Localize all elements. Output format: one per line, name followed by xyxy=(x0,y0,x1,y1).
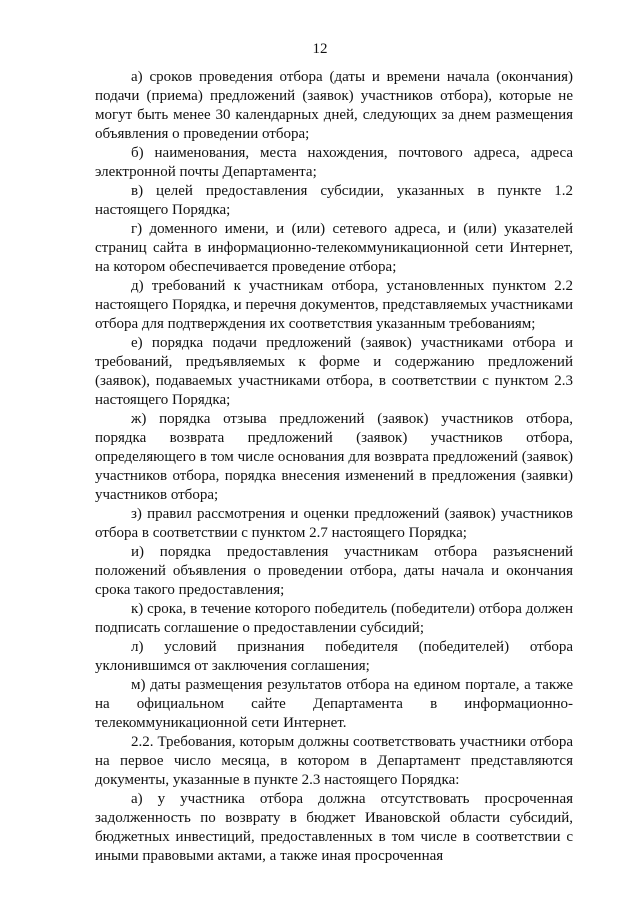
paragraph-g-domain-name: г) доменного имени, и (или) сетевого адреса, и (или) указателей страниц сайта в информационно-телекоммуникационной сети Интернет, на котором обеспечивается проведение отбора; xyxy=(95,221,573,275)
paragraph-k-signing-deadline: к) срока, в течение которого победитель (победители) отбора должен подписать соглашение о предоставлении субсидий; xyxy=(95,601,573,636)
paragraph-d-participant-requirements: д) требований к участникам отбора, установленных пунктом 2.2 настоящего Порядка, и перечня документов, представляемых участниками отбора для подтверждения их соответствия указанным требованиям; xyxy=(95,278,573,332)
paragraph-zh-withdrawal-procedure: ж) порядка отзыва предложений (заявок) участников отбора, порядка возврата предложений (заявок) участников отбора, определяющего в том числе основания для возврата предложений (заявок) участников отбора, порядка внесения изменений в предложения (заявки) участников отбора; xyxy=(95,411,573,503)
paragraph-2-2-requirements: 2.2. Требования, которым должны соответствовать участники отбора на первое число месяца, в котором в Департамент представляются документы, указанные в пункте 2.3 настоящего Порядка: xyxy=(95,734,573,788)
paragraph-z-evaluation-rules: з) правил рассмотрения и оценки предложений (заявок) участников отбора в соответствии с пунктом 2.7 настоящего Порядка; xyxy=(95,506,573,541)
page-number: 12 xyxy=(312,41,328,57)
paragraph-m-results-publication: м) даты размещения результатов отбора на едином портале, а также на официальном сайте Департамента в информационно-телекоммуникационной сети Интернет. xyxy=(95,677,573,731)
paragraph-i-clarifications: и) порядка предоставления участникам отбора разъяснений положений объявления о проведении отбора, даты начала и окончания срока такого предоставления; xyxy=(95,544,573,598)
paragraph-b-department-address: б) наименования, места нахождения, почтового адреса, адреса электронной почты Департамента; xyxy=(95,145,573,180)
document-body xyxy=(95,68,573,866)
paragraph-e-application-procedure: е) порядка подачи предложений (заявок) участниками отбора и требований, предъявляемых к форме и содержанию предложений (заявок), подаваемых участниками отбора, в соответствии с пунктом 2.3 настоящего Порядка; xyxy=(95,335,573,408)
paragraph-2-2-a-debt: а) у участника отбора должна отсутствовать просроченная задолженность по возврату в бюджет Ивановской области субсидий, бюджетных инвестиций, предоставленных в том числе в соответствии с иными правовыми актами, а также иная просроченная xyxy=(95,791,573,864)
paragraph-l-evasion-conditions: л) условий признания победителя (победителей) отбора уклонившимся от заключения соглашения; xyxy=(95,639,573,674)
paragraph-a-deadlines: а) сроков проведения отбора (даты и времени начала (окончания) подачи (приема) предложений (заявок) участников отбора), которые не могут быть менее 30 календарных дней, следующих за днем размещения объявления о проведении отбора; xyxy=(95,69,573,142)
paragraph-v-subsidy-goals: в) целей предоставления субсидии, указанных в пункте 1.2 настоящего Порядка; xyxy=(95,183,573,218)
